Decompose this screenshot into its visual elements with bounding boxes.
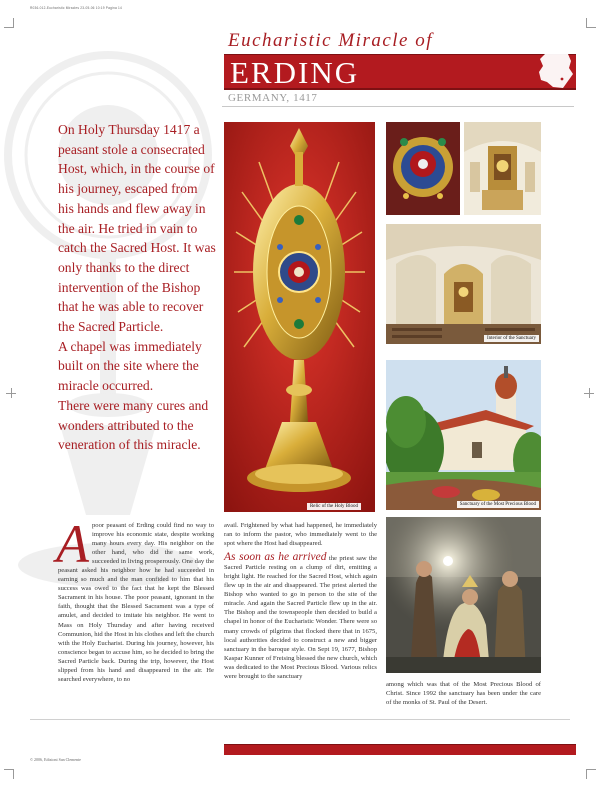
crop-mark-bottom-left [4,769,14,779]
drop-cap: A [56,514,89,574]
reliquary-caption: Relic of the Holy Blood [307,503,361,510]
location-date: GERMANY, 1417 [228,92,318,104]
intro-paragraph: There were many cures and wonders attributed to the veneration of this miracle. [58,397,209,453]
crop-mark-top-left [4,18,14,28]
story-paragraph: avail. Frightened by what had happened, he immediately ran to inform the pastor, who immediately went to the spot where the Host had disappeared. [224,522,377,548]
title-banner [224,54,576,90]
crop-mark-bottom-right [586,769,596,779]
sanctuary-exterior-photo [386,360,541,510]
sanctuary-interior-photo [386,224,541,344]
exterior-caption: Sanctuary of the Most Precious Blood [457,501,539,508]
story-column-2 [224,521,377,681]
printer-slug: R036-012-Eucharistic Miracles 23-05-06 10:19 Pagina 14 [30,6,122,10]
intro-summary [58,120,216,455]
miracle-painting [386,517,541,673]
intro-paragraph: On Holy Thursday 1417 a peasant stole a consecrated Host, which, in the course of his journey, escaped from his hands and flew away in the air. He tried in vain to catch the Sacred Host. It was only thanks to the direct intervention of the Bishop that he was able to recover the Sacred Particle. [58,122,216,335]
altar-photo [464,122,541,215]
footer-rule [30,719,570,720]
paragraph-lead: As soon as he arrived [224,551,327,564]
story-column-1 [56,514,214,684]
crop-mark-top-right [586,18,596,28]
header-kicker: Eucharistic Miracle of [228,30,434,51]
header-rule [222,106,574,107]
footer-banner [224,744,576,755]
story-paragraph: poor peasant of Erding could find no way to improve his economic state, despite working many hours every day. His neighbor on the other hand, who did the same work, succeeded in living prosperously. One day the peasant asked his neighbor how he had succeeded in earning so much and the man confided to him that his success was owed to the fact that he kept the Blessed Sacrament in his house. The poor peasant, ignorant in the faith, thought that the Blessed Sacrament was a type of amulet, and decided to imitate his neighbor. He went to Mass on Holy Thursday and after having received Communion, hid the Host in his clothes and left the church with the Holy Eucharist. During his journey, however, his conscience began to accuse him, so he decided to bring the Sacred Particle back. During the trip, however, the Host slipped from his hand and disappeared in the air. He searched everywhere, to no [58,522,214,683]
germany-map-icon [536,45,574,89]
reliquary-photo [224,122,375,512]
registration-mark-right [584,388,594,398]
relic-closeup-photo [386,122,460,215]
story-paragraph: the priest saw the Sacred Particle resting on a clump of dirt, emitting a bright light. He reached for the Sacred Host, which again flew up in the air and disappeared. The priest alerted the Bishop who wanted to go in person to the site of the miracle. And again the Sacred Particle flew up in the air. The Bishop and the townspeople then decided to build a chapel in honor of the Eucharistic Wonder. There were so many crowds of pilgrims that flocked there that in 1675, local authorities decided to construct a new and bigger sanctuary in the baroque style. On Sept 19, 1677, Bishop Kaspar Kunner of Freising blessed the new church, which was dedicated to the Most Precious Blood. Various relics were brought to the sanctuary [224,555,377,680]
story-paragraph: among which was that of the Most Precious Blood of Christ. Since 1992 the sanctuary has been under the care of the monks of St. Paul of the Desert. [386,681,541,707]
interior-caption: Interior of the Sanctuary [484,335,539,342]
copyright-notice: © 2006, Edizioni San Clemente [30,757,81,762]
intro-paragraph: A chapel was immediately built on the site where the miracle occurred. [58,338,202,394]
story-column-3 [386,680,541,707]
page-title: ERDING [230,55,360,90]
